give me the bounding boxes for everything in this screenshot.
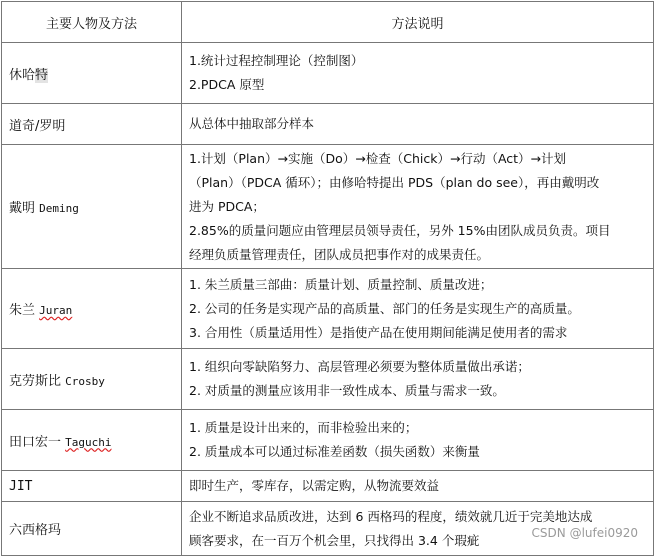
description-line: 3. 合用性（质量适用性）是指使产品在使用期间能满足使用者的需求 [189,324,568,340]
person-name-highlight: 特 [35,67,49,83]
quality-methods-table [1,1,654,556]
person-cell: 六西格玛 [2,502,182,556]
person-cell [2,349,182,410]
person-name-en: Taguchi [65,435,112,449]
description-line: （Plan）（PDCA 循环）；由修哈特提出 PDS（plan do see），再由戴明改 [189,174,600,190]
person-name: 克劳斯比 [9,373,66,389]
description-line: 1.计划（Plan）→实施（Do）→检查（Chick）→行动（Act）→计划 [189,150,567,166]
table-header-row [2,2,654,43]
person-name: 田口宏一 [9,434,66,450]
description-line: 2. 质量成本可以通过标准差函数（损失函数）来衡量 [189,444,480,459]
description-cell [182,104,654,145]
description-line: 1. 质量是设计出来的，而非检验出来的； [189,420,418,435]
description-line: 进为 PDCA； [189,198,265,214]
description-line: 1. 组织向零缺陷努力、高层管理必须要为整体质量做出承诺； [189,359,530,374]
description-cell [182,269,654,349]
person-name: 朱兰 [9,303,40,318]
header-person: 主要人物及方法 [2,2,182,43]
description-cell [182,471,654,502]
table-row [2,43,654,104]
person-name-en: Crosby [65,374,105,388]
table-row [2,471,654,502]
description-line: 经理负质量管理责任，团队成员把事作对的成果责任。 [189,246,490,262]
table-row [2,410,654,471]
header-description: 方法说明 [182,2,654,43]
person-cell [2,410,182,471]
person-cell [2,145,182,269]
description-line: 顾客要求，在一百万个机会里，只找得出 3.4 个瑕疵 [189,532,480,548]
table-row [2,269,654,349]
description-line: 2. 对质量的测量应该用非一致性成本、质量与需求一致。 [189,383,505,398]
description-line: 2.85%的质量问题应由管理层员领导责任，另外 15%由团队成员负责。项目 [189,222,611,238]
table-row [2,349,654,410]
description-cell [182,349,654,410]
person-name-en: Juran [39,304,73,317]
person-cell [2,269,182,349]
description-line: 从总体中抽取部分样本 [189,116,315,131]
csdn-watermark: CSDN @lufei0920 [531,526,638,540]
person-name: 戴明 [9,201,40,216]
table-row [2,145,654,269]
description-line: 企业不断追求品质改进，达到 6 西格玛的程度，绩效就几近于完美地达成 [189,508,593,524]
person-cell: JIT [2,471,182,502]
description-line: 2.PDCA 原型 [189,77,265,92]
description-line: 1.统计过程控制理论（控制图） [189,53,364,68]
person-name-en: Deming [39,202,79,215]
description-line: 1. 朱兰质量三部曲：质量计划、质量控制、质量改进； [189,276,493,292]
description-line: 2. 公司的任务是实现产品的高质量、部门的任务是实现生产的高质量。 [189,300,580,316]
description-cell [182,410,654,471]
description-line: 即时生产，零库存，以需定购，从物流要效益 [189,478,440,493]
description-cell [182,145,654,269]
person-cell [2,43,182,104]
table-row [2,104,654,145]
person-name: 休哈 [9,67,36,83]
description-cell [182,43,654,104]
person-cell: 道奇/罗明 [2,104,182,145]
